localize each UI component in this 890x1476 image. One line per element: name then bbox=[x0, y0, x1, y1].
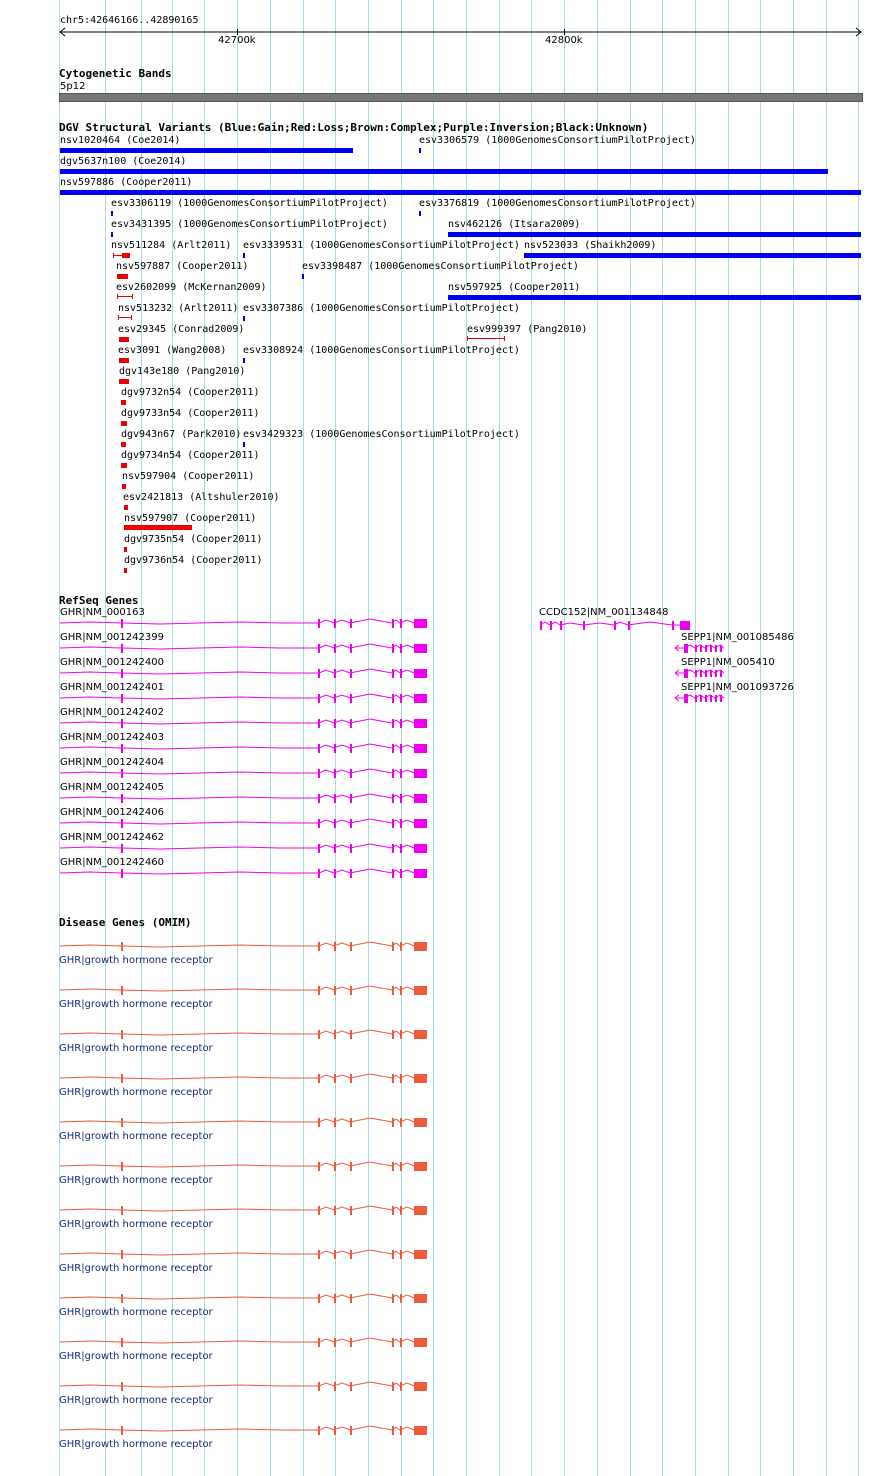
dgv-feature-label[interactable]: dgv143e180 (Pang2010) bbox=[119, 366, 246, 377]
dgv-feature-bar[interactable] bbox=[243, 253, 245, 258]
omim-gene-label[interactable]: GHR|growth hormone receptor bbox=[59, 1219, 213, 1230]
refseq-transcript-label[interactable]: GHR|NM_001242403 bbox=[60, 732, 164, 743]
track-title-omim[interactable]: Disease Genes (OMIM) bbox=[59, 916, 192, 929]
dgv-feature-label[interactable]: esv3398487 (1000GenomesConsortiumPilotProject) bbox=[302, 261, 579, 272]
dgv-feature-bar[interactable] bbox=[419, 211, 421, 216]
omim-gene-label[interactable]: GHR|growth hormone receptor bbox=[59, 1395, 213, 1406]
dgv-feature-label[interactable]: esv3339531 (1000GenomesConsortiumPilotProject) bbox=[243, 240, 520, 251]
refseq-transcript-glyph[interactable] bbox=[0, 788, 890, 808]
dgv-feature-bar[interactable] bbox=[119, 337, 129, 342]
dgv-feature-label[interactable]: esv3431395 (1000GenomesConsortiumPilotProject) bbox=[111, 219, 388, 230]
omim-gene-glyph[interactable] bbox=[0, 1068, 890, 1088]
track-title-refseq-genes[interactable]: RefSeq Genes bbox=[59, 594, 139, 607]
dgv-feature-bar[interactable] bbox=[117, 294, 133, 299]
dgv-feature-label[interactable]: esv3376819 (1000GenomesConsortiumPilotProject) bbox=[419, 198, 696, 209]
dgv-feature-label[interactable]: dgv943n67 (Park2010) bbox=[121, 429, 242, 440]
dgv-feature-bar[interactable] bbox=[111, 232, 113, 237]
dgv-feature-label[interactable]: nsv511284 (Arlt2011) bbox=[111, 240, 232, 251]
dgv-feature-bar[interactable] bbox=[121, 463, 127, 468]
dgv-feature-label[interactable]: esv2602099 (McKernan2009) bbox=[116, 282, 267, 293]
omim-gene-label[interactable]: GHR|growth hormone receptor bbox=[59, 999, 213, 1010]
dgv-feature-bar[interactable] bbox=[111, 211, 113, 216]
dgv-feature-bar[interactable] bbox=[121, 400, 126, 405]
scale-label-42700k: 42700k bbox=[218, 35, 256, 46]
dgv-feature-label[interactable]: nsv513232 (Arlt2011) bbox=[118, 303, 239, 314]
refseq-transcript-label[interactable]: GHR|NM_001242405 bbox=[60, 782, 164, 793]
omim-gene-glyph[interactable] bbox=[0, 1244, 890, 1264]
scale-ruler bbox=[0, 26, 890, 38]
refseq-transcript-label[interactable]: GHR|NM_001242399 bbox=[60, 632, 164, 643]
dgv-feature-label[interactable]: dgv5637n100 (Coe2014) bbox=[60, 156, 187, 167]
omim-gene-label[interactable]: GHR|growth hormone receptor bbox=[59, 1263, 213, 1274]
refseq-transcript-label[interactable]: GHR|NM_001242460 bbox=[60, 857, 164, 868]
dgv-feature-bar[interactable] bbox=[243, 442, 245, 447]
dgv-feature-bar[interactable] bbox=[121, 442, 126, 447]
dgv-feature-label[interactable]: nsv462126 (Itsara2009) bbox=[448, 219, 581, 230]
dgv-feature-bar[interactable] bbox=[448, 295, 861, 300]
refseq-transcript-label[interactable]: GHR|NM_001242462 bbox=[60, 832, 164, 843]
dgv-feature-bar[interactable] bbox=[60, 169, 828, 174]
dgv-feature-label[interactable]: nsv597887 (Cooper2011) bbox=[116, 261, 249, 272]
refseq-transcript-glyph[interactable] bbox=[0, 763, 890, 783]
refseq-transcript-label[interactable]: GHR|NM_000163 bbox=[60, 607, 145, 618]
dgv-feature-bar[interactable] bbox=[467, 336, 505, 341]
refseq-transcript-glyph[interactable] bbox=[0, 713, 890, 733]
dgv-feature-label[interactable]: dgv9734n54 (Cooper2011) bbox=[121, 450, 260, 461]
dgv-feature-label[interactable]: esv999397 (Pang2010) bbox=[467, 324, 588, 335]
refseq-transcript-label[interactable]: SEPP1|NM_001085486 bbox=[681, 632, 794, 643]
dgv-feature-label[interactable]: nsv597886 (Cooper2011) bbox=[60, 177, 193, 188]
dgv-feature-label[interactable]: nsv597925 (Cooper2011) bbox=[448, 282, 581, 293]
dgv-feature-label[interactable]: dgv9736n54 (Cooper2011) bbox=[124, 555, 263, 566]
dgv-feature-bar[interactable] bbox=[419, 148, 421, 153]
dgv-feature-label[interactable]: esv3308924 (1000GenomesConsortiumPilotProject) bbox=[243, 345, 520, 356]
refseq-transcript-glyph[interactable] bbox=[0, 813, 890, 833]
refseq-transcript-label[interactable]: GHR|NM_001242400 bbox=[60, 657, 164, 668]
dgv-feature-label[interactable]: dgv9735n54 (Cooper2011) bbox=[124, 534, 263, 545]
refseq-transcript-glyph[interactable] bbox=[0, 838, 890, 858]
cytoband-5p12[interactable] bbox=[59, 93, 863, 102]
dgv-feature-bar[interactable] bbox=[118, 315, 132, 320]
refseq-transcript-glyph[interactable] bbox=[0, 863, 890, 883]
omim-gene-glyph[interactable] bbox=[0, 1200, 890, 1220]
refseq-transcript-label[interactable]: GHR|NM_001242401 bbox=[60, 682, 164, 693]
omim-gene-glyph[interactable] bbox=[0, 1332, 890, 1352]
dgv-feature-bar[interactable] bbox=[119, 358, 129, 363]
omim-gene-label[interactable]: GHR|growth hormone receptor bbox=[59, 1175, 213, 1186]
omim-gene-label[interactable]: GHR|growth hormone receptor bbox=[59, 1351, 213, 1362]
omim-gene-glyph[interactable] bbox=[0, 980, 890, 1000]
dgv-feature-label[interactable]: esv3306579 (1000GenomesConsortiumPilotProject) bbox=[419, 135, 696, 146]
track-title-cytogenetic-bands[interactable]: Cytogenetic Bands bbox=[59, 67, 172, 80]
dgv-feature-bar[interactable] bbox=[113, 253, 130, 258]
dgv-feature-label[interactable]: esv3306119 (1000GenomesConsortiumPilotProject) bbox=[111, 198, 388, 209]
dgv-feature-bar[interactable] bbox=[122, 484, 126, 489]
refseq-transcript-glyph[interactable] bbox=[0, 663, 890, 683]
omim-gene-label[interactable]: GHR|growth hormone receptor bbox=[59, 1307, 213, 1318]
omim-gene-glyph[interactable] bbox=[0, 1024, 890, 1044]
dgv-feature-bar[interactable] bbox=[448, 232, 861, 237]
dgv-feature-bar[interactable] bbox=[124, 505, 128, 510]
dgv-feature-label[interactable]: esv3091 (Wang2008) bbox=[118, 345, 227, 356]
dgv-feature-label[interactable]: dgv9732n54 (Cooper2011) bbox=[121, 387, 260, 398]
dgv-feature-bar[interactable] bbox=[302, 274, 304, 279]
refseq-transcript-label[interactable]: GHR|NM_001242402 bbox=[60, 707, 164, 718]
refseq-transcript-label[interactable]: GHR|NM_001242404 bbox=[60, 757, 164, 768]
dgv-feature-label[interactable]: esv2421813 (Altshuler2010) bbox=[123, 492, 280, 503]
dgv-feature-bar[interactable] bbox=[524, 253, 861, 258]
omim-gene-glyph[interactable] bbox=[0, 1112, 890, 1132]
refseq-transcript-label[interactable]: SEPP1|NM_001093726 bbox=[681, 682, 794, 693]
omim-gene-glyph[interactable] bbox=[0, 1288, 890, 1308]
dgv-feature-bar[interactable] bbox=[121, 421, 127, 426]
dgv-feature-label[interactable]: nsv597907 (Cooper2011) bbox=[124, 513, 257, 524]
location-label: chr5:42646166..42890165 bbox=[60, 15, 199, 26]
refseq-transcript-label[interactable]: SEPP1|NM_005410 bbox=[681, 657, 775, 668]
dgv-feature-bar[interactable] bbox=[117, 274, 128, 279]
omim-gene-glyph[interactable] bbox=[0, 1376, 890, 1396]
omim-gene-label[interactable]: GHR|growth hormone receptor bbox=[59, 1131, 213, 1142]
dgv-feature-bar[interactable] bbox=[124, 568, 127, 573]
scale-label-42800k: 42800k bbox=[545, 35, 583, 46]
omim-gene-glyph[interactable] bbox=[0, 936, 890, 956]
dgv-feature-label[interactable]: nsv523033 (Shaikh2009) bbox=[524, 240, 657, 251]
omim-gene-glyph[interactable] bbox=[0, 1156, 890, 1176]
track-title-dgv[interactable]: DGV Structural Variants (Blue:Gain;Red:Loss;Brown:Complex;Purple:Inversion;Black:Unknown) bbox=[59, 121, 649, 134]
omim-gene-label[interactable]: GHR|growth hormone receptor bbox=[59, 1439, 213, 1450]
refseq-transcript-label[interactable]: GHR|NM_001242406 bbox=[60, 807, 164, 818]
dgv-feature-bar[interactable] bbox=[60, 148, 353, 153]
refseq-transcript-glyph[interactable] bbox=[0, 638, 890, 658]
refseq-transcript-glyph[interactable] bbox=[0, 688, 890, 708]
dgv-feature-label[interactable]: esv29345 (Conrad2009) bbox=[118, 324, 245, 335]
dgv-feature-label[interactable]: dgv9733n54 (Cooper2011) bbox=[121, 408, 260, 419]
refseq-transcript-glyph[interactable] bbox=[0, 738, 890, 758]
dgv-feature-bar[interactable] bbox=[243, 358, 245, 363]
dgv-feature-label[interactable]: nsv597904 (Cooper2011) bbox=[122, 471, 255, 482]
dgv-feature-bar[interactable] bbox=[124, 525, 192, 530]
dgv-feature-label[interactable]: esv3429323 (1000GenomesConsortiumPilotProject) bbox=[243, 429, 520, 440]
refseq-transcript-label[interactable]: CCDC152|NM_001134848 bbox=[539, 607, 669, 618]
dgv-feature-bar[interactable] bbox=[60, 190, 861, 195]
dgv-feature-label[interactable]: esv3307386 (1000GenomesConsortiumPilotProject) bbox=[243, 303, 520, 314]
cytoband-label: 5p12 bbox=[60, 81, 86, 92]
dgv-feature-bar[interactable] bbox=[119, 379, 129, 384]
omim-gene-label[interactable]: GHR|growth hormone receptor bbox=[59, 1043, 213, 1054]
omim-gene-label[interactable]: GHR|growth hormone receptor bbox=[59, 955, 213, 966]
omim-gene-glyph[interactable] bbox=[0, 1420, 890, 1440]
dgv-feature-bar[interactable] bbox=[124, 547, 127, 552]
omim-gene-label[interactable]: GHR|growth hormone receptor bbox=[59, 1087, 213, 1098]
dgv-feature-bar[interactable] bbox=[243, 316, 245, 321]
dgv-feature-label[interactable]: nsv1020464 (Coe2014) bbox=[60, 135, 181, 146]
